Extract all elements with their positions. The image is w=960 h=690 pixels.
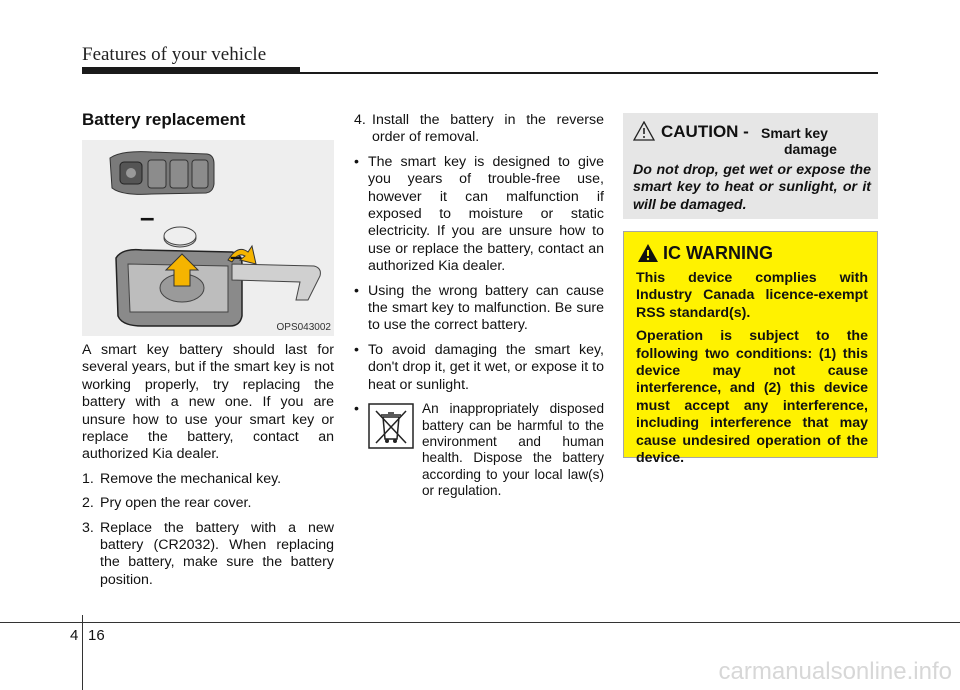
caution-box <box>623 113 878 219</box>
bullet-text: To avoid damaging the smart key, don't drop it, get it wet, or expose it to heat or sunlight. <box>368 341 604 393</box>
svg-text:–: – <box>230 244 243 269</box>
bullet-item <box>354 154 604 276</box>
step-number: 4. <box>354 112 366 128</box>
bullet-dot: • <box>354 282 359 299</box>
disposal-text: An inappropriately disposed battery can be harmful to the environment and human health. Dispose the battery according to your local law(s) or regulation. <box>422 401 604 499</box>
warning-body <box>636 270 868 473</box>
bullet-item <box>354 283 604 335</box>
footer-rule <box>0 622 960 623</box>
svg-text:–: – <box>140 202 155 232</box>
bullet-text: The smart key is designed to give you years of trouble-free use, however it can malfunction if exposed to moisture or static electricity. If you are unsure how to use or replace the battery, contact an authorized Kia dealer. <box>368 153 604 275</box>
footer-divider <box>82 615 83 690</box>
figure-code: OPS043002 <box>276 322 331 333</box>
section-title: Battery replacement <box>82 110 246 129</box>
chapter-number: 4 <box>70 627 79 644</box>
step-text: Install the battery in the reverse order of removal. <box>372 112 604 146</box>
step-item <box>82 495 334 512</box>
caution-label: CAUTION - <box>661 122 749 141</box>
intro-paragraph: A smart key battery should last for several years, but if the smart key is not working properly, try replacing the battery with a new one. If you are unsure how to use your smart key or replace the battery, contact an authorized Kia dealer. <box>82 342 334 463</box>
warning-paragraph-2: Operation is subject to the following two conditions: (1) this device may not cause interference, and (2) this device must accept any interference, including interference that may cause undesired operation of the device. <box>636 328 868 467</box>
page-header-title: Features of your vehicle <box>82 44 267 65</box>
warning-title: IC WARNING <box>663 243 773 263</box>
step-text: Replace the battery with a new battery (CR2032). When replacing the battery, make sure the battery position. <box>100 519 334 588</box>
bullet-item <box>354 342 604 394</box>
disposal-bullet <box>354 401 604 499</box>
bullet-text: Using the wrong battery can cause the smart key to malfunction. Be sure to use the correct battery. <box>368 282 604 334</box>
watermark: carmanualsonline.info <box>718 658 952 685</box>
crossed-out-bin-icon <box>368 403 416 449</box>
warning-triangle-icon <box>637 243 659 268</box>
header-bar <box>82 67 300 74</box>
step-item <box>82 520 334 590</box>
bullet-dot: • <box>354 341 359 358</box>
page-number: 16 <box>88 627 105 644</box>
smart-key-battery-figure <box>82 140 334 336</box>
bullet-dot: • <box>354 153 359 170</box>
middle-column <box>354 112 604 500</box>
warning-paragraph-1: This device complies with Industry Canada licence-exempt RSS standard(s). <box>636 270 868 321</box>
step-number: 3. <box>82 519 94 536</box>
caution-subject-line1: Smart key <box>761 125 828 141</box>
ic-warning-box <box>623 231 878 467</box>
smart-key-illustration <box>82 140 334 336</box>
step-number: 1. <box>82 470 94 487</box>
bullet-dot: • <box>354 401 359 418</box>
step-item <box>354 112 604 147</box>
header-rule <box>300 72 878 74</box>
step-text: Remove the mechanical key. <box>100 470 282 487</box>
caution-triangle-icon <box>633 121 655 146</box>
step-text: Pry open the rear cover. <box>100 495 252 512</box>
caution-subject-line2: damage <box>784 141 837 157</box>
left-column <box>82 342 334 596</box>
step-item <box>82 471 334 488</box>
caution-text: Do not drop, get wet or expose the smart key to heat or sunlight, or it will be damaged. <box>633 162 871 213</box>
step-number: 2. <box>82 495 94 512</box>
